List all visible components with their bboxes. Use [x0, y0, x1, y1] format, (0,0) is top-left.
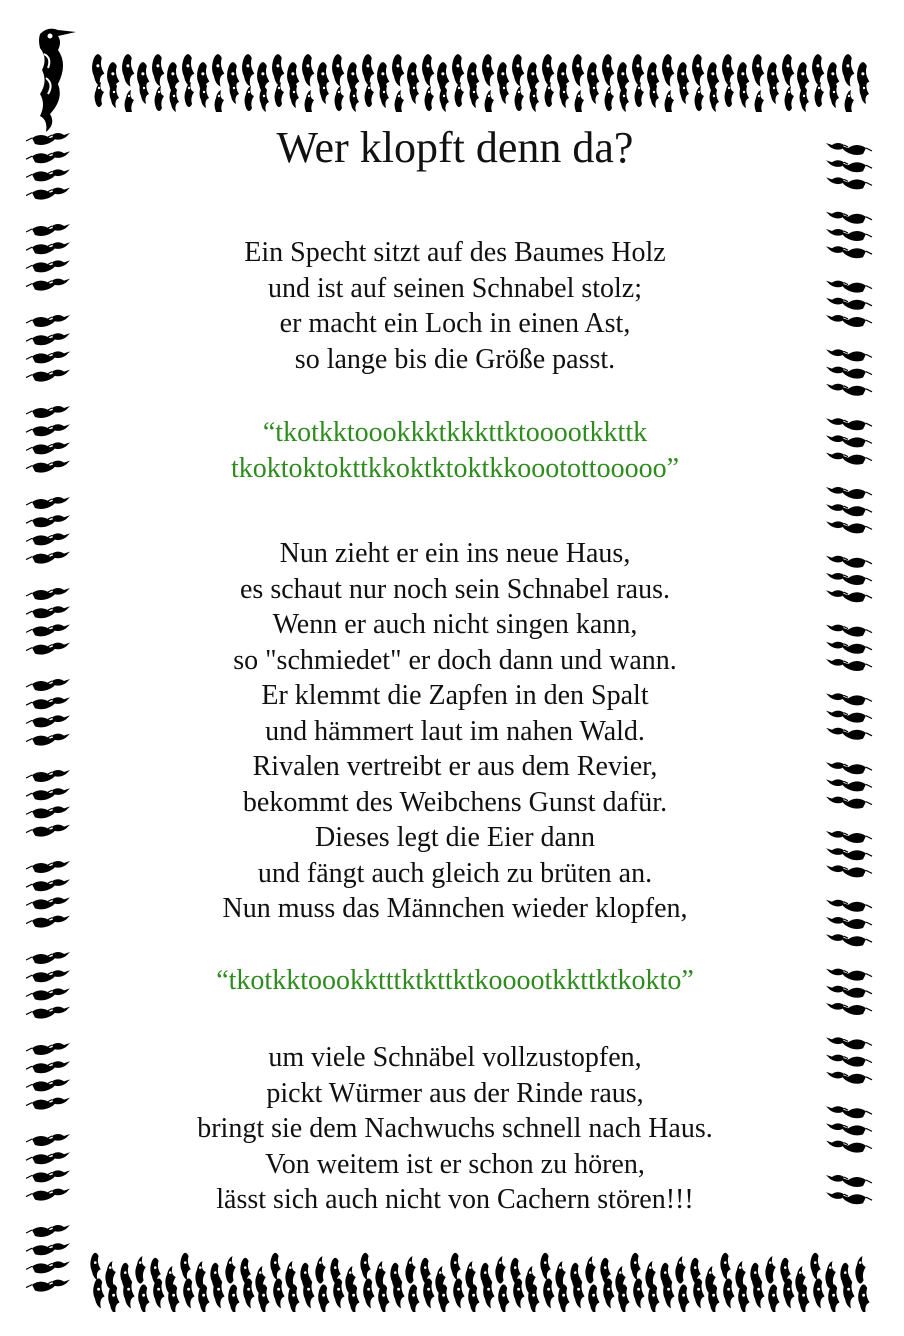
page-title: Wer klopft denn da?	[276, 123, 634, 172]
border-right	[818, 138, 874, 1228]
woodpecker-icon	[28, 24, 78, 134]
poem-line: so lange bis die Größe passt.	[294, 343, 616, 375]
poem-line: bekommt des Weibchens Gunst dafür.	[242, 786, 668, 818]
stanza-1	[90, 235, 820, 377]
poem-line: bringt sie dem Nachwuchs schnell nach Haus.	[197, 1113, 713, 1144]
poem-line: Rivalen vertreibt er aus dem Revier,	[252, 751, 658, 782]
poem-line: und ist auf seinen Schnabel stolz;	[267, 272, 643, 304]
poem-line: Wenn er auch nicht singen kann,	[272, 609, 638, 640]
poem-line: und fängt auch gleich zu brüten an.	[257, 857, 653, 889]
knock-line: tkoktoktokttkkoktktoktkkoootottooooo”	[231, 452, 679, 484]
knock-sound-1	[90, 415, 820, 486]
poem-line: und hämmert laut im nahen Wald.	[265, 715, 645, 747]
stanza-2	[90, 536, 820, 927]
knock-line: “tkotkktoookktttktkttktkooootkkttktkokto”	[216, 965, 694, 996]
knock-line: “tkotkktoookkktkkkttktooootkkttk	[262, 417, 648, 448]
poem-line: Nun zieht er ein ins neue Haus,	[279, 538, 631, 569]
poem-line: es schaut nur noch sein Schnabel raus.	[240, 573, 670, 605]
poem-line: er macht ein Loch in einen Ast,	[279, 308, 631, 339]
border-top	[88, 52, 874, 112]
knock-sound-2	[90, 963, 820, 999]
poem-line: Dieses legt die Eier dann	[315, 822, 595, 853]
poem-line: Er klemmt die Zapfen in den Spalt	[261, 680, 649, 711]
stanza-3	[90, 1040, 820, 1218]
poem-line: Von weitem ist er schon zu hören,	[265, 1148, 645, 1180]
border-left	[26, 128, 82, 1308]
poem-line: pickt Würmer aus der Rinde raus,	[266, 1077, 644, 1109]
poem-line: um viele Schnäbel vollzustopfen,	[268, 1042, 642, 1073]
poem-line: so "schmiedet" er doch dann und wann.	[233, 644, 677, 676]
poem-line: lässt sich auch nicht von Cachern stören!!!	[216, 1184, 694, 1215]
border-bottom	[88, 1252, 874, 1312]
poem-line: Ein Specht sitzt auf des Baumes Holz	[244, 237, 666, 268]
poem-line: Nun muss das Männchen wieder klopfen,	[222, 893, 688, 924]
